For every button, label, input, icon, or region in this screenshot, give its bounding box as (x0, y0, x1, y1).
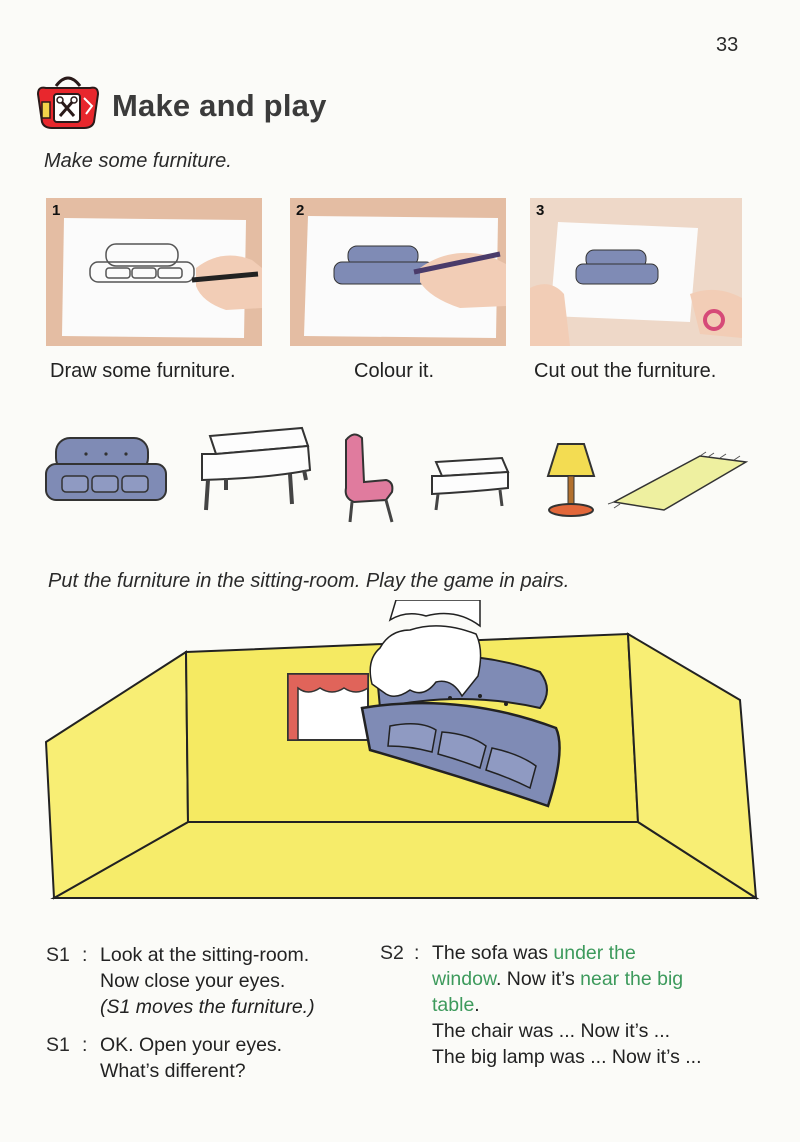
dialogue-line (432, 940, 702, 966)
dialogue-line: The chair was ... Now it’s ... (432, 1020, 671, 1042)
hand-icon (370, 600, 480, 696)
text: . (474, 994, 480, 1016)
chair-icon (346, 434, 393, 522)
text: . Now it’s (495, 968, 581, 990)
section-title: Make and play (112, 88, 327, 123)
rug-icon (608, 452, 746, 510)
dialogue-s1-second (100, 1032, 282, 1084)
step-number: 2 (296, 202, 305, 219)
speaker-label: S2 (380, 942, 404, 964)
instruction-make-furniture: Make some furniture. (44, 150, 232, 172)
caption-cut: Cut out the furniture. (534, 360, 717, 382)
step-photo-colour (290, 198, 506, 346)
dialogue-line (432, 966, 702, 992)
big-table-icon (202, 428, 310, 510)
answer-highlight: window (432, 968, 496, 990)
stage-direction: (S1 moves the furniture.) (100, 996, 315, 1018)
page-number: 33 (716, 34, 739, 56)
step-number: 3 (536, 202, 545, 219)
dialogue-line: Look at the sitting-room. (100, 944, 310, 966)
dialogue-line (432, 992, 702, 1018)
speaker-label: S1 (46, 1034, 70, 1056)
answer-highlight: table (432, 994, 475, 1016)
sofa-icon (46, 438, 166, 500)
craft-bag-icon (34, 72, 102, 132)
sitting-room-diorama (40, 600, 770, 910)
step-photo-cut (530, 198, 742, 346)
speaker-separator: : (414, 942, 420, 964)
dialogue-line: Now close your eyes. (100, 970, 286, 992)
step-photo-draw (46, 198, 262, 346)
caption-draw: Draw some furniture. (50, 360, 236, 382)
text: The sofa was (432, 942, 554, 964)
lamp-icon (548, 444, 594, 516)
dialogue-line: OK. Open your eyes. (100, 1034, 283, 1056)
speaker-separator: : (82, 944, 88, 966)
small-table-icon (432, 458, 508, 510)
speaker-label: S1 (46, 944, 70, 966)
answer-highlight: near the big (580, 968, 684, 990)
furniture-cutouts (40, 418, 760, 528)
instruction-play-game: Put the furniture in the sitting-room. Play the game in pairs. (48, 570, 570, 592)
answer-highlight: under the (553, 942, 636, 964)
dialogue-s1-first (100, 942, 315, 1020)
step-number: 1 (52, 202, 61, 219)
speaker-separator: : (82, 1034, 88, 1056)
dialogue-s2 (432, 940, 702, 1070)
caption-colour: Colour it. (354, 360, 435, 382)
dialogue-line: The big lamp was ... Now it’s ... (432, 1046, 702, 1068)
dialogue-line: What’s different? (100, 1060, 246, 1082)
